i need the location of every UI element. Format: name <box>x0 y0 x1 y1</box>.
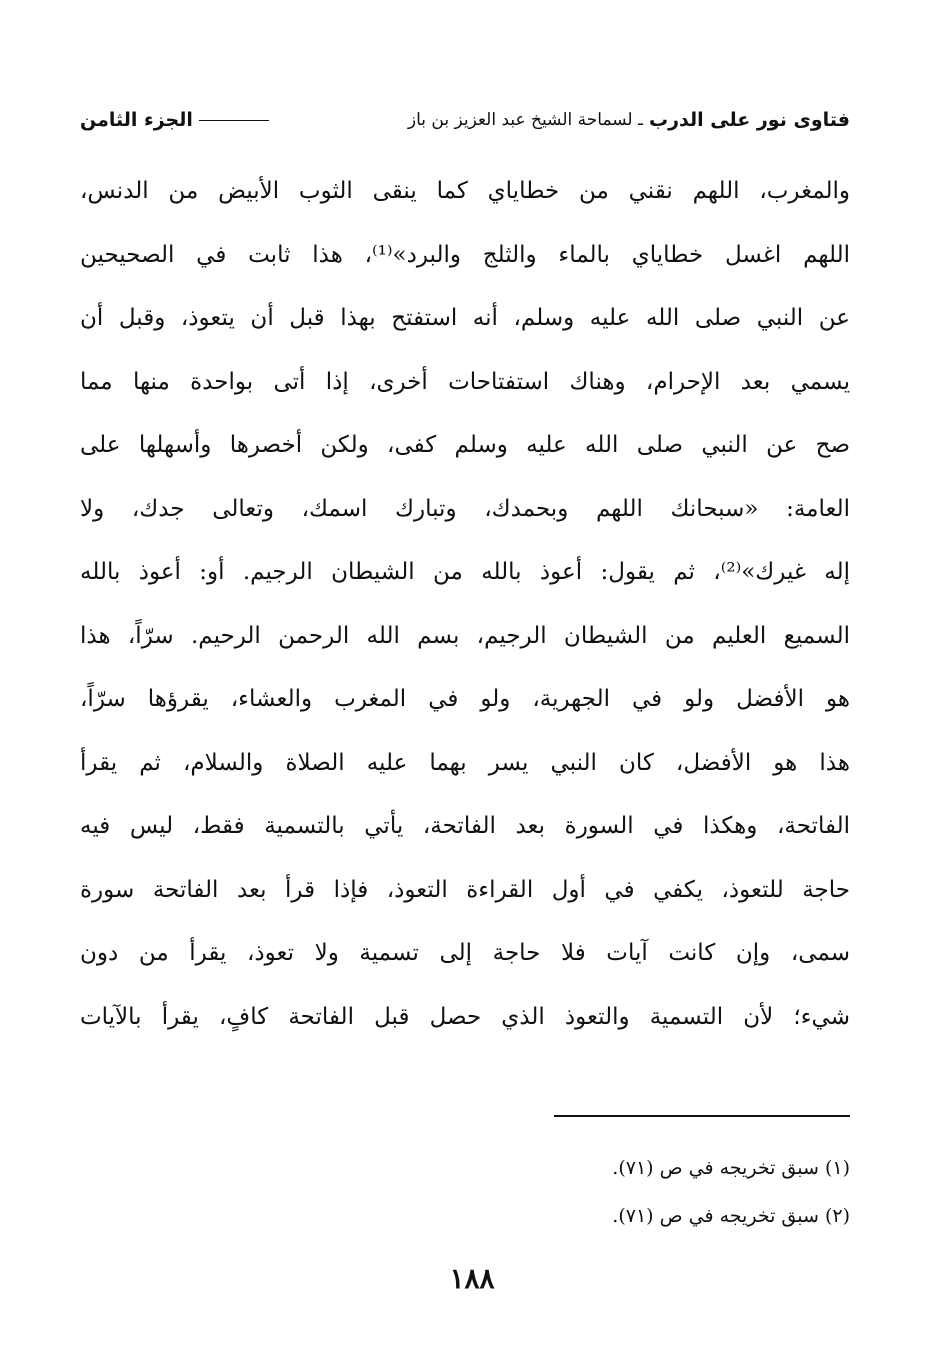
text-line: السميع العليم من الشيطان الرجيم، بسم الله الرحمن الرحيم. سرّاً، هذا <box>80 622 850 649</box>
header-rule <box>199 120 269 121</box>
book-title: فتاوى نور على الدرب <box>649 109 850 131</box>
text-line: سمى، وإن كانت آيات فلا حاجة إلى تسمية ولا تعوذ، يقرأ من دون <box>80 940 850 966</box>
author-name: ـ لسماحة الشيخ عبد العزيز بن باز <box>407 110 643 130</box>
text-line: هو الأفضل ولو في الجهرية، ولو في المغرب والعشاء، يقرؤها سرّاً، <box>80 686 850 712</box>
text-line: صح عن النبي صلى الله عليه وسلم كفى، ولكن أخصرها وأسهلها على <box>80 432 850 458</box>
footnote: (٢) سبق تخريجه في ص (٧١). <box>612 1205 850 1227</box>
header-title-group <box>408 109 850 131</box>
text-line: والمغرب، اللهم نقني من خطاياي كما ينقى الثوب الأبيض من الدنس، <box>80 178 850 204</box>
text-line: إله غيرك»⁽²⁾، ثم يقول: أعوذ بالله من الشيطان الرجيم. أو: أعوذ بالله <box>80 559 850 585</box>
volume-label: الجزء الثامن <box>80 109 193 131</box>
text-line: حاجة للتعوذ، يكفي في أول القراءة التعوذ، فإذا قرأ بعد الفاتحة سورة <box>80 876 850 903</box>
text-line: عن النبي صلى الله عليه وسلم، أنه استفتح بهذا قبل أن يتعوذ، وقبل أن <box>80 305 850 331</box>
text-line: شيء؛ لأن التسمية والتعوذ الذي حصل قبل الفاتحة كافٍ، يقرأ بالآيات <box>80 1003 850 1030</box>
footnote-divider <box>554 1115 850 1117</box>
header-volume-group <box>80 109 275 131</box>
footnotes <box>80 1148 850 1244</box>
text-line: العامة: «سبحانك اللهم وبحمدك، وتبارك اسمك، وتعالى جدك، ولا <box>80 495 850 522</box>
footnote: (١) سبق تخريجه في ص (٧١). <box>612 1157 850 1179</box>
text-line: يسمي بعد الإحرام، وهناك استفتاحات أخرى، إذا أتى بواحدة منها مما <box>80 368 850 395</box>
running-header <box>80 100 850 140</box>
text-line: الفاتحة، وهكذا في السورة بعد الفاتحة، يأتي بالتسمية فقط، ليس فيه <box>80 813 850 839</box>
main-text <box>80 160 850 1049</box>
page-number: ١٨٨ <box>449 1262 495 1295</box>
text-line: اللهم اغسل خطاياي بالماء والثلج والبرد»⁽¹⁾، هذا ثابت في الصحيحين <box>80 241 850 268</box>
text-line: هذا هو الأفضل، كان النبي يسر بهما عليه الصلاة والسلام، ثم يقرأ <box>80 749 850 776</box>
